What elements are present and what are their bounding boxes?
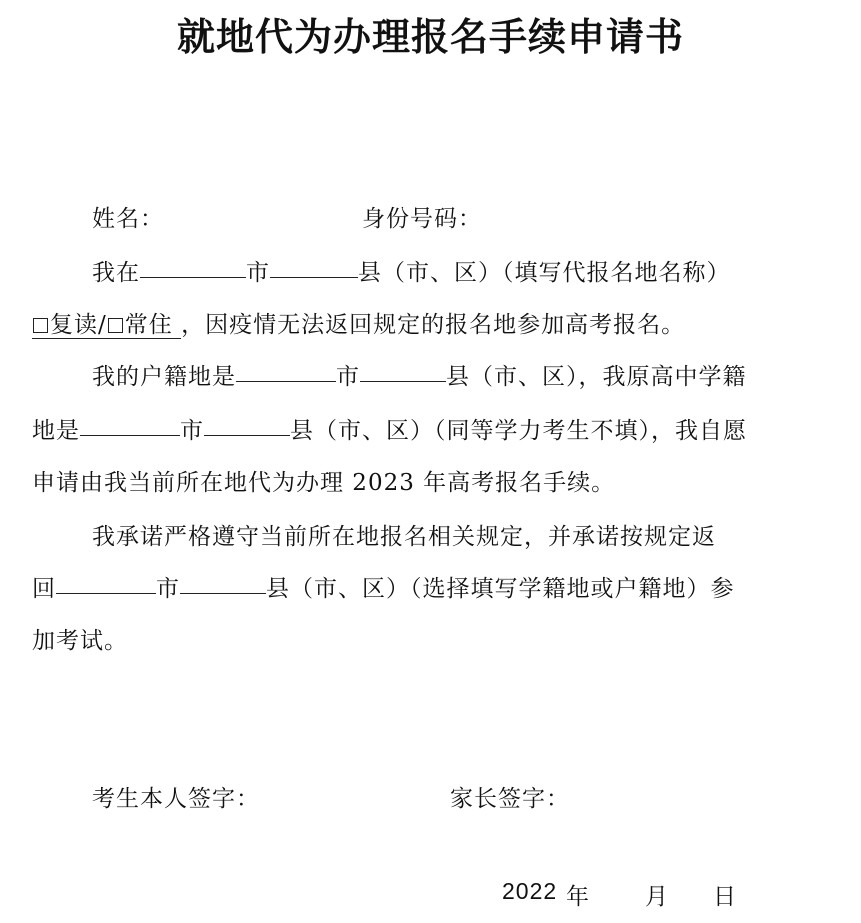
paragraph-3-line-2: 回 市 县（市、区）（选择填写学籍地或户籍地）参 — [32, 576, 735, 602]
paragraph-3-line-3: 加考试。 — [32, 628, 128, 654]
date-day-unit: 日 — [713, 884, 737, 910]
household-county-blank[interactable] — [360, 380, 446, 382]
paragraph-1-line-1: 我在 市 县（市、区）（填写代报名地名称） — [92, 260, 731, 286]
date-month-unit: 月 — [645, 884, 669, 910]
resident-checkbox[interactable] — [108, 318, 123, 333]
household-city-blank[interactable] — [236, 380, 336, 382]
school-county-blank[interactable] — [204, 434, 290, 436]
paragraph-3-line-1: 我承诺严格遵守当前所在地报名相关规定，并承诺按规定返 — [92, 524, 716, 550]
paragraph-1-line-2: 复读/ 常住 ，因疫情无法返回规定的报名地参加高考报名。 — [0, 306, 861, 339]
date-year: 2022 — [502, 878, 558, 904]
name-label: 姓名： — [92, 206, 164, 232]
school-city-blank[interactable] — [80, 434, 180, 436]
date-year-unit: 年 — [566, 884, 590, 910]
paragraph-2-line-2: 地是 市 县（市、区）（同等学力考生不填），我自愿 — [32, 418, 747, 444]
paragraph-2-line-1: 我的户籍地是 市 县（市、区），我原高中学籍 — [92, 364, 747, 390]
paragraph-2-line-3: 申请由我当前所在地代为办理 2023 年高考报名手续。 — [32, 470, 616, 496]
return-county-blank[interactable] — [180, 592, 266, 594]
county-blank-1[interactable] — [270, 276, 358, 278]
parent-signature-label: 家长签字： — [450, 786, 570, 812]
status-options — [32, 312, 181, 339]
return-city-blank[interactable] — [56, 592, 156, 594]
repeat-study-label: 复读/ — [50, 312, 107, 338]
student-signature-label: 考生本人签字： — [92, 786, 260, 812]
city-blank-1[interactable] — [140, 276, 246, 278]
id-number-label: 身份号码： — [362, 206, 482, 232]
repeat-study-checkbox[interactable] — [33, 318, 48, 333]
document-title: 就地代为办理报名手续申请书 — [176, 14, 684, 59]
resident-label: 常住 — [124, 312, 173, 338]
